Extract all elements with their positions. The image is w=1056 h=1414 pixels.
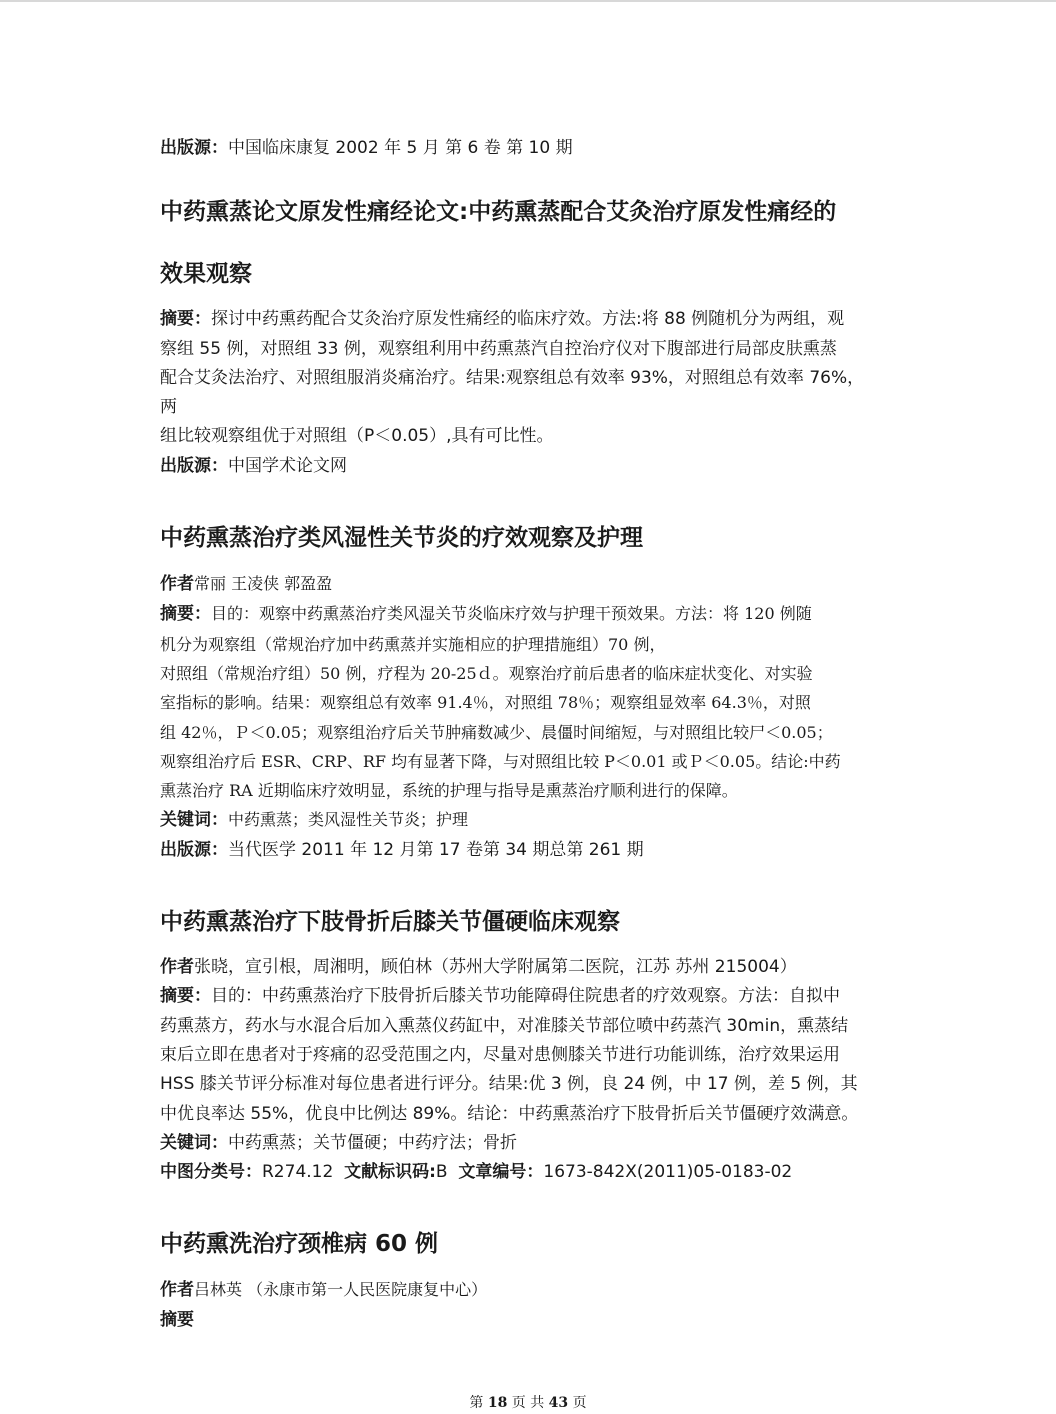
article-abstract: 摘要：目的：中药熏蒸治疗下肢骨折后膝关节功能障碍住院患者的疗效观察。方法：自拟中 药熏蒸方，药水与水混合后加入熏蒸仪药缸中，对准膝关节部位喷中药蒸汽 30min，熏蒸结 束后立即在患者对于疼痛的忍受范围之内，尽量对患侧膝关节进行功能训练，治疗效果运用 HSS 膝关节评分标准对每位患者进行评分。结果:优 3 例，良 24 例，中 17 例，差 5 例，其 中优良率达 55%，优良中比例达 89%。结论：中药熏蒸治疗下肢骨折后关节僵硬疗效满意。 bbox=[160, 986, 859, 1124]
source-label: 出版源： bbox=[160, 839, 228, 860]
article-no-value: 1673-842X(2011)05-0183-02 bbox=[543, 1162, 793, 1183]
article-4 bbox=[160, 1213, 898, 1335]
doc-code-value: B bbox=[435, 1162, 448, 1183]
article-source bbox=[160, 836, 898, 865]
source-label: 出版源： bbox=[160, 455, 228, 476]
keywords-value: 中药熏蒸；类风湿性关节炎；护理 bbox=[228, 810, 469, 830]
keywords-value: 中药熏蒸；关节僵硬；中药疗法；骨折 bbox=[228, 1132, 517, 1153]
article-title: 中药熏蒸论文原发性痛经论文:中药熏蒸配合艾灸治疗原发性痛经的 bbox=[160, 199, 837, 226]
abstract-label: 摘要： bbox=[160, 604, 211, 625]
author-label: 作者 bbox=[160, 574, 194, 595]
article-title: 中药熏蒸治疗类风湿性关节炎的疗效观察及护理 bbox=[160, 525, 643, 552]
top-source-line bbox=[160, 134, 898, 163]
article-keywords bbox=[160, 1129, 898, 1158]
author-label: 作者 bbox=[160, 957, 194, 978]
source-label: 出版源： bbox=[160, 138, 228, 158]
article-no-label: 文章编号： bbox=[458, 1162, 544, 1183]
keywords-label: 关键词： bbox=[160, 1132, 228, 1153]
article-3 bbox=[160, 891, 898, 1187]
abstract-label: 摘要： bbox=[160, 309, 211, 330]
source-value: 中国学术论文网 bbox=[228, 455, 347, 476]
clc-label: 中图分类号： bbox=[160, 1162, 262, 1183]
article-title: 中药熏蒸治疗下肢骨折后膝关节僵硬临床观察 bbox=[160, 909, 620, 936]
article-abstract: 摘要：探讨中药熏药配合艾灸治疗原发性痛经的临床疗效。方法:将 88 例随机分为两组，观 察组 55 例，对照组 33 例，观察组利用中药熏蒸汽自控治疗仪对下腹部进行局部皮肤熏蒸 配合艾灸法治疗、对照组服消炎痛治疗。结果:观察组总有效率 93%，对照组总有效率 76%， 两 组比较观察组优于对照组（P＜0.05）,具有可比性。 bbox=[160, 309, 865, 447]
article-keywords bbox=[160, 805, 898, 835]
article-abstract: 摘要：目的：观察中药熏蒸治疗类风湿关节炎临床疗效与护理干预效果。方法：将 120 例随 机分为观察组（常规治疗加中药熏蒸并实施相应的护理措施组）70 例， 对照组（常规治疗组）50 例，疗程为 20-25ｄ。观察治疗前后患者的临床症状变化、对实验 室指标的影响。结果：观察组总有效率 91.4％，对照组 78％；观察组显效率 64.3％，对照 组 42％，Ｐ＜0.05；观察组治疗后关节肿痛数减少、晨僵时间缩短，与对照组比较尸＜0.05； 观察组治疗后 ESR、CRP、RF 均有显著下降，与对照组比较 P＜0.01 或Ｐ＜0.05。结论:中药 熏蒸治疗 RA 近期临床疗效明显，系统的护理与指导是熏蒸治疗顺利进行的保障。 bbox=[160, 604, 841, 801]
top-border bbox=[0, 0, 1056, 2]
article-1 bbox=[160, 181, 898, 481]
article-title: 中药熏洗治疗颈椎病 60 例 bbox=[160, 1231, 439, 1258]
keywords-label: 关键词： bbox=[160, 810, 228, 831]
article-authors bbox=[160, 1275, 898, 1305]
article-authors bbox=[160, 569, 898, 599]
article-title-cont: 效果观察 bbox=[160, 261, 252, 288]
author-names: 常丽 王凌侠 郭盈盈 bbox=[194, 574, 333, 594]
page-footer: 第 18 页 共 43 页 bbox=[469, 1395, 587, 1411]
author-names: 张晓，宣引根，周湘明，顾伯林（苏州大学附属第二医院，江苏 苏州 215004） bbox=[194, 957, 797, 978]
author-label: 作者 bbox=[160, 1280, 194, 1301]
author-names: 吕林英 （永康市第一人民医院康复中心） bbox=[194, 1280, 488, 1300]
page-number: 18 bbox=[487, 1395, 508, 1411]
abstract-label: 摘要 bbox=[160, 1309, 194, 1330]
doc-code-label: 文献标识码: bbox=[344, 1162, 436, 1183]
document-body bbox=[160, 134, 898, 1335]
abstract-label: 摘要： bbox=[160, 986, 211, 1007]
page-total: 43 bbox=[548, 1395, 569, 1411]
article-authors bbox=[160, 953, 898, 982]
article-2 bbox=[160, 507, 898, 865]
source-value: 当代医学 2011 年 12 月第 17 卷第 34 期总第 261 期 bbox=[228, 839, 644, 860]
clc-value: R274.12 bbox=[262, 1162, 334, 1183]
source-value: 中国临床康复 2002 年 5 月 第 6 卷 第 10 期 bbox=[228, 138, 573, 158]
article-source bbox=[160, 452, 898, 481]
article-classification bbox=[160, 1158, 898, 1187]
